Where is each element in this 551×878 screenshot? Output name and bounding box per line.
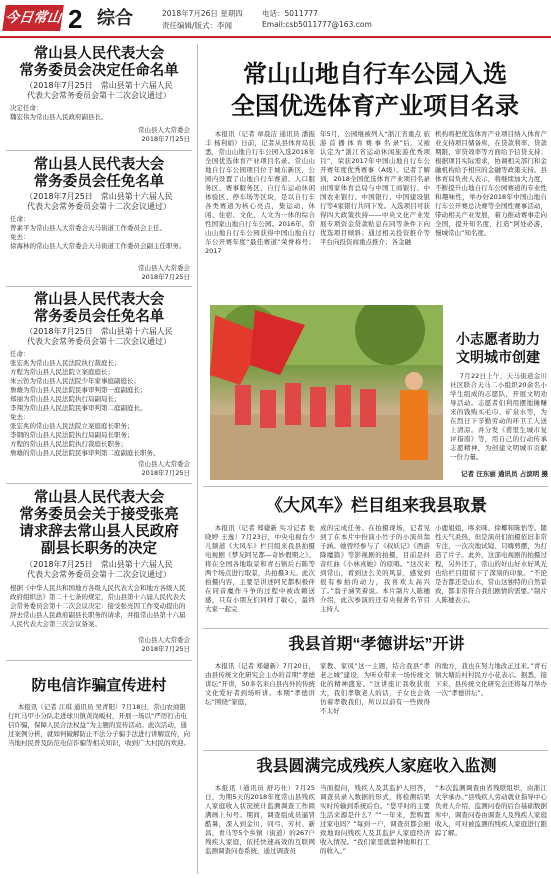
volunteer-photo bbox=[210, 305, 443, 480]
masthead bbox=[0, 0, 551, 38]
divider bbox=[6, 150, 192, 151]
divider bbox=[203, 486, 548, 487]
notice-body: 根据《中华人民共和国地方各级人民代表大会和地方各级人民政府组织法》第二十七条的规定，常山县第十六届人民代表大会常务委员会第十二次会议决定：接受张亮因工作变动提出的辞去常山县人民政府副县长职务的请求，并报常山县第十六届人民代表大会第三次会议备案。 bbox=[10, 584, 186, 628]
divider bbox=[6, 660, 192, 661]
notice-subtitle: 代表大会常务委员会第十二次会议通过） bbox=[27, 202, 171, 211]
main-column: 机构将把优选体育产业项目纳入体育产业支持项目储备库，在贷款利率、贷款期限、审贷效率等方面给予信贷支持；根据项目实际需求，协调相关部门和金融机构给予相应的金融等政策支持。县体育局负责人表示，将继续加大力度，不断提升山地自行车公园赛道的专业性和趣味性，举办好2018年中国山地自行车公开赛总决赛等全国性赛事活动，带动相关产业发展，着力推动赛事走向全国，提升知名度，打造“阿处必游，慢城常山”知名度。 bbox=[435, 130, 547, 237]
divider bbox=[203, 628, 548, 629]
disabled-title: 我县圆满完成残疾人家庭收入监测 bbox=[256, 758, 497, 775]
section-name: 综合 bbox=[97, 8, 133, 29]
contact-tel: 电话：5011777 bbox=[262, 9, 318, 18]
notice-subtitle: （2018年7月25日 常山县第十六届人民 bbox=[25, 192, 173, 201]
disabled-column: 本报讯（通讯员 舒巧仕）7月25日，为期5天的2018年度常山县残疾人家庭收入状况统计监测调查工作圆满画上句号。期间，调查组成员逼冒酷暑，深入到金川、同弓、芳村、新昌、青马等5个乡镇（街道）的267户残疾人家庭，依托快速高效的互联网监测调查问卷系统，通过调查员 bbox=[205, 784, 315, 855]
notice-title: 常山县人民代表大会 bbox=[33, 46, 165, 62]
notice-title: 常山县人民代表大会 bbox=[33, 490, 165, 506]
divider bbox=[6, 483, 192, 484]
divider bbox=[203, 750, 548, 751]
xiaojing-column: 本报讯（记者 郑婕新）7月20日，由县传统文化研究会主办的首期“孝德讲坛”开讲，50多名来自县内外的传统文化爱好者到场听讲。本期“孝德讲坛”围绕“家庭、 bbox=[205, 662, 315, 706]
notice-subtitle: 代表大会常务委员会第十二次会议通过） bbox=[27, 91, 171, 100]
notice-subtitle: （2018年7月25日 常山县第十六届人民 bbox=[25, 81, 173, 90]
main-column: 本报讯（记者 章晨洁 通讯员 潘振丰 杨利娟）日前，记者从县体育局获悉，常山山地自行车公园入选2018年全国优选体育产业项目名录。常山山地自行车公园项目位于城东新区，公园内设置了山地自行车赛道、人口服务区、赛事服务区、自行车运动休闲体验区、停车场等区块，是以自行车各类赛道为核心亮点，集运动、休闲、住宿、文化、人文为一体的综合性国家山地自行车公园。2016年，常山山地自行车公园获得中国山地自行车公开赛年度“最佳赛道”荣誉称号；2017 bbox=[205, 130, 315, 255]
fraud-body: 本报讯（记者 江琪 通讯员 吴青阳）7月18日，常山农商银行红马甲小分队走进球川镇黄岗畈村，开展一场以“严厉打击电信诈骗，保障人民合法权益”为主题的宣传活动。此次活动，通过案例分析，就如何破解防止不法分子骗手法进行讲解宣传，向当地村民普及防范电信诈骗等相关知识，收到广大村民的欢迎。 bbox=[8, 703, 190, 747]
volunteer-title: 文明城市创建 bbox=[456, 349, 540, 365]
editor-credit: 责任编辑/版式：李闻 bbox=[162, 21, 233, 30]
page-number: 2 bbox=[68, 4, 83, 34]
xiaojing-title: 我县首期“孝德讲坛”开讲 bbox=[288, 636, 465, 653]
notice-signature: 常山县人大常委会 bbox=[138, 460, 190, 468]
photo-credit: 记者 汪东丽 通讯员 占滨明 摄 bbox=[460, 470, 548, 478]
notice-date: 2018年7月25日 bbox=[141, 645, 190, 653]
issue-date: 2018年7月26日 星期四 bbox=[162, 9, 243, 18]
main-headline: 全国优选体育产业项目名录 bbox=[231, 93, 519, 120]
sanitation-worker bbox=[400, 390, 428, 460]
notice-title: 常山县人民代表大会 bbox=[33, 292, 165, 308]
notice-date: 2018年7月25日 bbox=[141, 273, 190, 281]
dafeng-column: 本报讯（记者 郑婕新 实习记者 张晓婷 王逸）7月23日，中央电视台少儿频道《大风车》栏目组来我县拍摄电视剧《梦友阿兄都—奇妙假期之》。将在全国各地取景和青石镇后石陈等两个场点进行取景，共拍摄3天。此次拍摄内容，主要是讲述阿兄都积极伴在同音魔作斗争的过程中被改赖送感，只有小朋友们同样了敏心，最终大家一起完 bbox=[205, 524, 315, 613]
notice-date: 2018年7月25日 bbox=[141, 469, 190, 477]
main-headline: 常山山地自行车公园入选 bbox=[243, 61, 507, 88]
notice-subtitle: 代表大会常务委员会第十二次会议通过） bbox=[27, 337, 171, 346]
xiaojing-column: 的地方，我也在努力地改正过来。”青石镇大塘后村村民方小花表示。据悉，接下来，县传统文化研究会还将每月举办一次“孝德讲坛”。 bbox=[435, 662, 547, 697]
volunteer-body: 7月22日上午，天马街道金川社区联合天马二小组织20余名小学生组成的志愿队，开展文明劝导活动。志愿者们利用摆地摊赚来的钱购买毛巾、矿泉水等，为在烈日下辛勤劳动的环卫工人送上清凉。并分发《甫里生城市复评指南》等，用自己的行动传承志愿精神，为创建文明城市贡献一份力量。 bbox=[450, 372, 547, 461]
worker-head bbox=[405, 372, 423, 390]
notice-signature: 常山县人大常委会 bbox=[138, 126, 190, 134]
notice-title: 常山县人民代表大会 bbox=[33, 157, 165, 173]
notice-signature: 常山县人大常委会 bbox=[138, 636, 190, 644]
notice-title: 请求辞去常山县人民政府 bbox=[19, 524, 179, 540]
notice-title: 常务委员会关于接受张亮 bbox=[19, 507, 179, 523]
fraud-title: 防电信诈骗宣传进村 bbox=[31, 677, 167, 694]
xiaojing-column: 家教、家风”这一主题，结合我县“孝老之城”建设，为听众带来一场传统文化的精神盛宴。“这讲座让我收获很大，我们孝敬老人的话，子女也会效仿着孝敬我们，所以以前有一些做得不太好 bbox=[320, 662, 430, 715]
volunteer-title: 小志愿者助力 bbox=[456, 331, 540, 347]
main-column: 年5月，公园继被列入“浙江省重点 旅 游 首 播 体 育 赛 事 名 录”后，又被认定为“浙江省运动休闲旅游优秀项目”，荣获2017年中国山地自行车公开赛年度优秀赛事（A级）。记者了解到，2018全国优选体育产业项目名录由国家体育总局与中国工商银行、中国农业银行、中国银行、中国建设银行等4家银行共同下发。入选项目可获得四大政策扶持——中央文化产业发展专项资金贷款贴息在同等条件下向优选项目倾斜；通过相关投资推介等平台向投资商重点推介；各金融 bbox=[320, 130, 430, 246]
notice-subtitle: 代表大会常务委员会第十二次会议通过） bbox=[27, 570, 171, 579]
dafeng-title: 《大风车》栏目组来我县取景 bbox=[266, 496, 487, 515]
column-divider bbox=[197, 44, 198, 874]
notice-subtitle: （2018年7月25日 常山县第十六届人民 bbox=[25, 560, 173, 569]
dafeng-column: 成的完成任务。在拍摄现场，记者见到了在本片中扮演小竹子的小演员翁子涵。她曾经参与了《叔妖记》《西游降魔篇》等影视剧的拍摄，目前是抖音红曲《小林真她》的原唱。“这次来到常山，看到这么美的风景，感觉到很有参拍的动力，我喜欢太高兴了。”翁子涵笑着说。本片制片人陈穗介绍，此次参演的还有央视著名节目主持人 bbox=[320, 524, 430, 613]
notice-body: 任命： 曾素平为常山县人大常委会天马街道工作委员会主任。 免去： 徐海林的常山县人大常委会天马街道工作委员会副主任职务。 bbox=[10, 215, 186, 250]
disabled-column: 当面提问，残疾人及其监护人回答，调查员录入数据的形式，将检测结果实时传输到系统后台。“您平时的主要生活来源是什么？”“一年来，您购置过家电吗？”每到一户，调查员都会细致地询问残疾人及其监护人家庭经济收入情况。“我们家里就靠种地和打工的收入。” bbox=[320, 784, 430, 855]
contact-email: Email:csb5011777@163.com bbox=[262, 20, 372, 29]
notice-title: 常务委员会任免名单 bbox=[33, 174, 165, 190]
notice-title: 常务委员会决定任命名单 bbox=[19, 63, 179, 79]
notice-title: 常务委员会任免名单 bbox=[33, 309, 165, 325]
divider bbox=[6, 286, 192, 287]
newspaper-logo: 今日常山 bbox=[2, 5, 64, 31]
notice-title: 副县长职务的决定 bbox=[41, 541, 157, 557]
notice-body: 决定任命： 魏宏伟为常山县人民政府副县长。 bbox=[10, 104, 108, 121]
disabled-column: “本次监测调查由省残联组织，由浙江大学承办。”县残疾人劳动就业指导中心负责人介绍，监测问卷的后台基础数据库中，调查问卷由调查人及残疾人家庭收入，可对被监测的残疾人家庭进行跟踪了解。 bbox=[435, 784, 547, 837]
notice-subtitle: （2018年7月25日 常山县第十六届人民 bbox=[25, 327, 173, 336]
notice-date: 2018年7月25日 bbox=[141, 135, 190, 143]
photo-illustration bbox=[210, 305, 443, 480]
notice-body: 任命： 张宏兆为常山县人民法院执行裁庭长； 方程为常山县人民法院立案庭庭长； 朱云钫为常山县人民法院少年家事庭副庭长； 詹雄为常山县人民法院民事审判第一庭副庭长； 郑丽为常山县人民法院执行局副局长； 李翔为常山县人民法院民事审判第二庭副庭长。 免去： 张宏兆的常山县人民法院立案庭庭长职务； 李钢的常山县人民法院执行局副局长职务； 方程的常山县人民法院执行裁庭长职务； 詹雄的常山县人民法院民事审判第二庭副庭长职务。 bbox=[10, 350, 160, 457]
dafeng-column: 小鹿姐姐、哆来咪、徐椰和陈怡等。随性天气炎热，但是演员们拍摄依旧非常专注，一次次地试镜、只嗨剪摆，为打造了片子。此外，这部电视剧的拍摄过程，另外还了，常山的好山好水好风光也给栏目组留下了深刻的印象。“不论是杏都还是山水，常山这独特的自然景致，都非常符合我们剧情的需要。”制片人陈穗表示。 bbox=[435, 524, 547, 604]
notice-signature: 常山县人大常委会 bbox=[138, 264, 190, 272]
